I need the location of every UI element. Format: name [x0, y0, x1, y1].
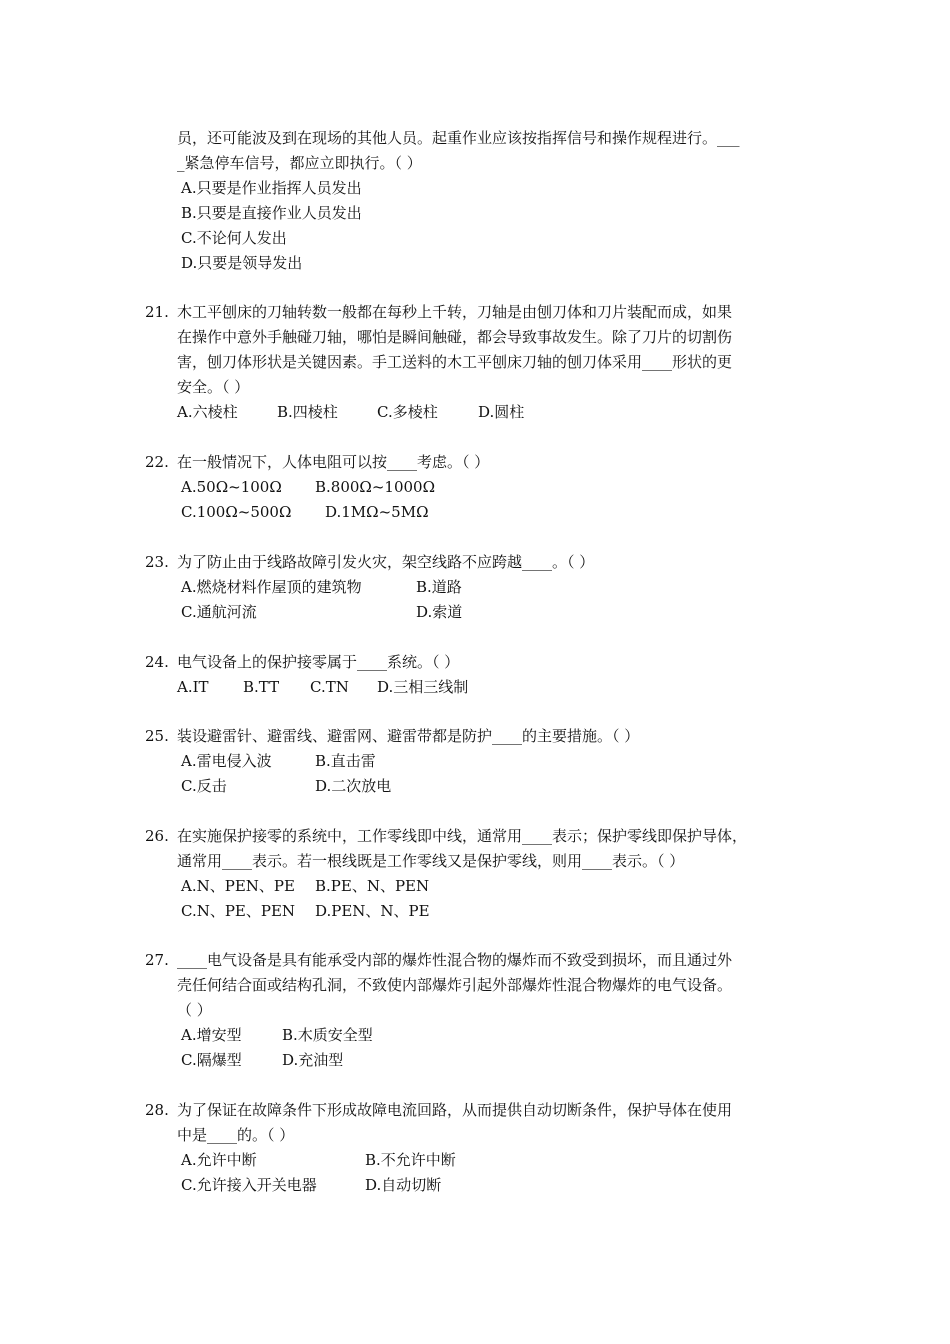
question-22-option-b: B.800Ω~1000Ω — [315, 478, 436, 496]
continuation-option-d: D.只要是领导发出 — [181, 254, 303, 272]
question-26-option-c: C.N、PE、PEN — [181, 902, 296, 920]
question-27-option-d: D.充油型 — [282, 1051, 344, 1069]
question-24-stem-line-1: 电气设备上的保护接零属于____系统。（ ） — [177, 653, 460, 671]
question-23-option-a: A.燃烧材料作屋顶的建筑物 — [181, 578, 362, 596]
question-26-stem-line-2: 通常用____表示。若一根线既是工作零线又是保护零线，则用____表示。（ ） — [177, 852, 685, 870]
question-25-number: 25. — [145, 727, 169, 745]
question-25-option-d: D.二次放电 — [315, 777, 392, 795]
question-27-option-a: A.增安型 — [181, 1026, 242, 1044]
question-24-option-c: C.TN — [310, 678, 349, 696]
question-23-number: 23. — [145, 553, 169, 571]
question-21-stem-line-2: 在操作中意外手触碰刀轴，哪怕是瞬间触碰，都会导致事故发生。除了刀片的切割伤 — [177, 328, 733, 346]
question-21-stem-line-4: 安全。（ ） — [177, 378, 250, 396]
question-22-option-d: D.1MΩ~5MΩ — [325, 503, 429, 521]
question-24-option-b: B.TT — [243, 678, 280, 696]
question-28-stem-line-2: 中是____的。（ ） — [177, 1126, 295, 1144]
question-21-stem-line-1: 木工平刨床的刀轴转数一般都在每秒上千转，刀轴是由刨刀体和刀片装配而成，如果 — [177, 303, 733, 321]
continuation-option-b: B.只要是直接作业人员发出 — [181, 204, 362, 222]
question-27-stem-line-3: （ ） — [177, 1001, 212, 1019]
question-24-option-d: D.三相三线制 — [377, 678, 469, 696]
continuation-stem-line-2: _紧急停车信号，都应立即执行。（ ） — [177, 154, 422, 172]
question-21-number: 21. — [145, 303, 169, 321]
question-27-option-c: C.隔爆型 — [181, 1051, 242, 1069]
question-27-option-b: B.木质安全型 — [282, 1026, 373, 1044]
question-24-option-a: A.IT — [177, 678, 209, 696]
question-22-number: 22. — [145, 453, 169, 471]
question-28-option-c: C.允许接入开关电器 — [181, 1176, 317, 1194]
question-26-option-d: D.PEN、N、PE — [315, 902, 430, 920]
question-23-option-b: B.道路 — [416, 578, 462, 596]
question-22-option-a: A.50Ω~100Ω — [181, 478, 282, 496]
question-28-number: 28. — [145, 1101, 169, 1119]
question-21-option-a: A.六棱柱 — [177, 403, 238, 421]
question-25-option-c: C.反击 — [181, 777, 227, 795]
question-28-option-a: A.允许中断 — [181, 1151, 257, 1169]
question-28-stem-line-1: 为了保证在故障条件下形成故障电流回路，从而提供自动切断条件，保护导体在使用 — [177, 1101, 733, 1119]
question-24-number: 24. — [145, 653, 169, 671]
question-26-option-a: A.N、PEN、PE — [181, 877, 295, 895]
question-25-option-b: B.直击雷 — [315, 752, 376, 770]
question-23-option-c: C.通航河流 — [181, 603, 257, 621]
continuation-stem-line-1: 员，还可能波及到在现场的其他人员。起重作业应该按指挥信号和操作规程进行。___ — [177, 129, 740, 147]
question-25-stem-line-1: 装设避雷针、避雷线、避雷网、避雷带都是防护____的主要措施。（ ） — [177, 727, 640, 745]
question-21-option-d: D.圆柱 — [478, 403, 525, 421]
question-21-option-c: C.多棱柱 — [377, 403, 438, 421]
question-27-stem-line-1: ____电气设备是具有能承受内部的爆炸性混合物的爆炸而不致受到损坏，而且通过外 — [177, 951, 733, 969]
question-26-number: 26. — [145, 827, 169, 845]
question-28-option-d: D.自动切断 — [365, 1176, 442, 1194]
question-22-stem-line-1: 在一般情况下，人体电阻可以按____考虑。（ ） — [177, 453, 490, 471]
question-27-number: 27. — [145, 951, 169, 969]
question-22-option-c: C.100Ω~500Ω — [181, 503, 292, 521]
question-25-option-a: A.雷电侵入波 — [181, 752, 272, 770]
question-27-stem-line-2: 壳任何结合面或结构孔洞，不致使内部爆炸引起外部爆炸性混合物爆炸的电气设备。 — [177, 976, 733, 994]
question-26-option-b: B.PE、N、PEN — [315, 877, 430, 895]
question-23-stem-line-1: 为了防止由于线路故障引发火灾，架空线路不应跨越____。（ ） — [177, 553, 595, 571]
continuation-option-a: A.只要是作业指挥人员发出 — [181, 179, 362, 197]
question-21-stem-line-3: 害，刨刀体形状是关键因素。手工送料的木工平刨床刀轴的刨刀体采用____形状的更 — [177, 353, 733, 371]
question-28-option-b: B.不允许中断 — [365, 1151, 456, 1169]
question-21-option-b: B.四棱柱 — [277, 403, 338, 421]
question-26-stem-line-1: 在实施保护接零的系统中，工作零线即中线，通常用____表示；保护零线即保护导体， — [177, 827, 748, 845]
question-23-option-d: D.索道 — [416, 603, 463, 621]
continuation-option-c: C.不论何人发出 — [181, 229, 287, 247]
